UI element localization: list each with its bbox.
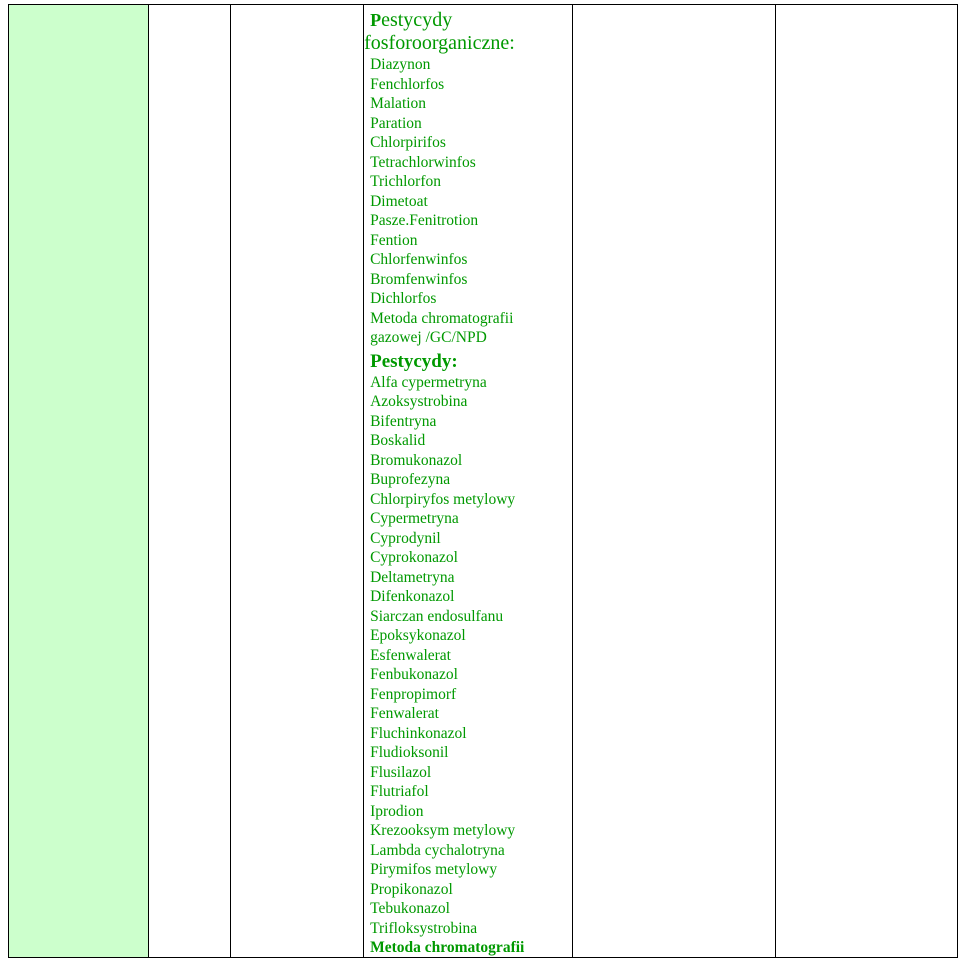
pesticides-content — [364, 5, 572, 957]
section1-heading-first-letter: P — [370, 10, 382, 30]
list-item: Chlorfenwinfos — [370, 251, 468, 268]
list-item: Paration — [370, 114, 422, 132]
green-cell — [9, 5, 149, 958]
list-item: Deltametryna — [370, 568, 455, 586]
section2-list — [370, 373, 572, 939]
list-item: Cyprokonazol — [370, 549, 458, 566]
list-item: Flutriafol — [370, 783, 429, 800]
empty-cell — [776, 5, 958, 958]
empty-cell — [572, 5, 776, 958]
list-item: Malation — [370, 95, 427, 112]
list-item: Fenpropimorf — [370, 685, 457, 703]
list-item: Flusilazol — [370, 763, 432, 781]
empty-cell — [149, 5, 230, 958]
list-item: Trichlorfon — [370, 173, 441, 190]
section1-heading — [370, 9, 572, 32]
list-item: Dimetoat — [370, 192, 428, 210]
list-item: Lambda cychalotryna — [370, 841, 505, 859]
list-item: Iprodion — [370, 802, 424, 820]
list-item: Epoksykonazol — [370, 627, 466, 644]
section2-heading: Pestycydy: — [370, 350, 458, 372]
pesticides-cell — [364, 5, 573, 958]
list-item: Esfenwalerat — [370, 646, 451, 664]
list-item: Dichlorfos — [370, 290, 437, 307]
list-item: Fenchlorfos — [370, 75, 445, 93]
empty-cell — [230, 5, 363, 958]
list-item: Fenwalerat — [370, 705, 439, 722]
list-item: Siarczan endosulfanu — [370, 607, 504, 625]
list-item: Difenkonazol — [370, 588, 455, 605]
section1-heading-rest: estycydy — [381, 9, 453, 31]
list-item: Trifloksystrobina — [370, 919, 478, 937]
list-item: Diazynon — [370, 56, 431, 73]
list-item: Metoda chromatografii — [370, 309, 514, 327]
list-item: Bromfenwinfos — [370, 270, 468, 288]
list-item: Krezooksym metylowy — [370, 822, 516, 839]
list-item: Cyprodynil — [370, 529, 441, 547]
section1-list — [370, 55, 572, 348]
list-item: Buprofezyna — [370, 471, 451, 488]
list-item: Tebukonazol — [370, 900, 450, 917]
list-item: Bromukonazol — [370, 451, 463, 469]
list-item: Fluchinkonazol — [370, 724, 467, 742]
list-item: Chlorpiryfos metylowy — [370, 490, 516, 508]
section1-heading-line2: fosforoorganiczne: — [364, 32, 515, 54]
list-item: Boskalid — [370, 432, 426, 449]
list-item: gazowej /GC/NPD — [370, 329, 487, 346]
document-table — [8, 4, 958, 958]
list-item: Fludioksonil — [370, 744, 449, 761]
list-item: Alfa cypermetryna — [370, 373, 487, 391]
list-item: Pasze.Fenitrotion — [370, 212, 479, 229]
list-item: Propikonazol — [370, 880, 453, 898]
list-item: Chlorpirifos — [370, 134, 446, 151]
list-item: Fenbukonazol — [370, 666, 458, 683]
list-item: Azoksystrobina — [370, 393, 468, 410]
list-item: Pirymifos metylowy — [370, 861, 498, 878]
list-item: Fention — [370, 231, 418, 249]
list-item: Tetrachlorwinfos — [370, 153, 476, 171]
list-item: Bifentryna — [370, 412, 437, 430]
list-item: Cypermetryna — [370, 510, 459, 527]
table-row — [9, 5, 958, 958]
section2-trailing-method: Metoda chromatografii — [370, 939, 525, 956]
